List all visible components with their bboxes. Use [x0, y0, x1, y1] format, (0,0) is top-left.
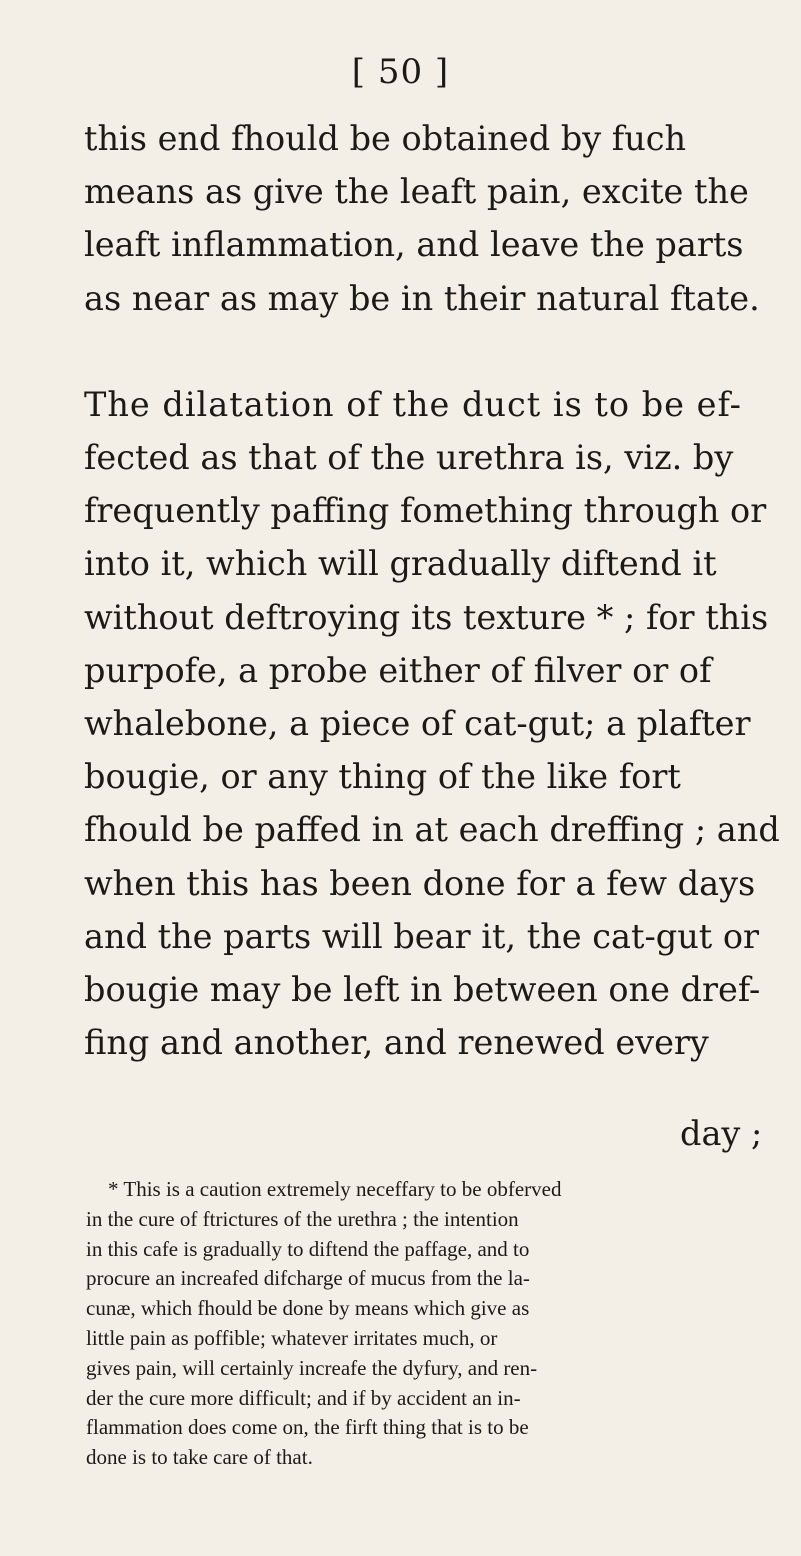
text-line: The dilatation of the duct is to be ef- [84, 384, 742, 424]
footnote-line: done is to take care of that. [86, 1445, 313, 1470]
text-line: this end fhould be obtained by fuch [84, 119, 687, 158]
footnote-line: procure an increafed difcharge of mucus from the la- [86, 1266, 530, 1291]
footnote-line: * This is a caution extremely neceffary to be obferved [108, 1177, 562, 1201]
page-number: [ 50 ] [351, 52, 450, 92]
text-line: as near as may be in their natural ftate. [84, 278, 760, 318]
paragraph-gap [84, 325, 784, 378]
text-line: leaft inflammation, and leave the parts [84, 225, 744, 265]
text-line: bougie, or any thing of the like fort [84, 757, 681, 797]
text-line: means as give the leaft pain, excite the [84, 172, 749, 212]
paragraph-2 [84, 378, 784, 1070]
footnote-line: gives pain, will certainly increafe the dyfury, and ren- [86, 1355, 538, 1380]
footnote-line: in this cafe is gradually to diftend the paffage, and to [86, 1236, 530, 1261]
text-line: frequently paffing fomething through or [84, 491, 767, 531]
catchword: day ; [680, 1114, 763, 1153]
text-line: bougie may be left in between one dref- [84, 970, 761, 1010]
text-line: without deftroying its texture * ; for this [84, 597, 769, 637]
text-line: fected as that of the urethra is, viz. by [84, 438, 734, 478]
paragraph-1 [84, 112, 784, 325]
text-line: whalebone, a piece of cat-gut; a plafter [84, 704, 751, 744]
text-line: purpofe, a probe either of filver or of [84, 650, 712, 690]
text-line: and the parts will bear it, the cat-gut or [84, 916, 760, 956]
footnote [86, 1175, 786, 1473]
footnote-line: cunæ, which fhould be done by means which give as [86, 1296, 530, 1321]
footnote-line: der the cure more difficult; and if by accident an in- [86, 1385, 521, 1410]
text-line: fhould be paffed in at each dreffing ; and [84, 810, 780, 850]
footnote-line: flammation does come on, the firft thing that is to be [86, 1415, 529, 1440]
text-line: into it, which will gradually diftend it [84, 544, 717, 584]
footnote-line: little pain as poffible; whatever irritates much, or [86, 1325, 498, 1350]
text-line: fing and another, and renewed every [84, 1023, 709, 1063]
main-text [84, 112, 784, 1069]
text-line: when this has been done for a few days [84, 863, 756, 903]
footnote-line: in the cure of ftrictures of the urethra ; the intention [86, 1206, 519, 1231]
